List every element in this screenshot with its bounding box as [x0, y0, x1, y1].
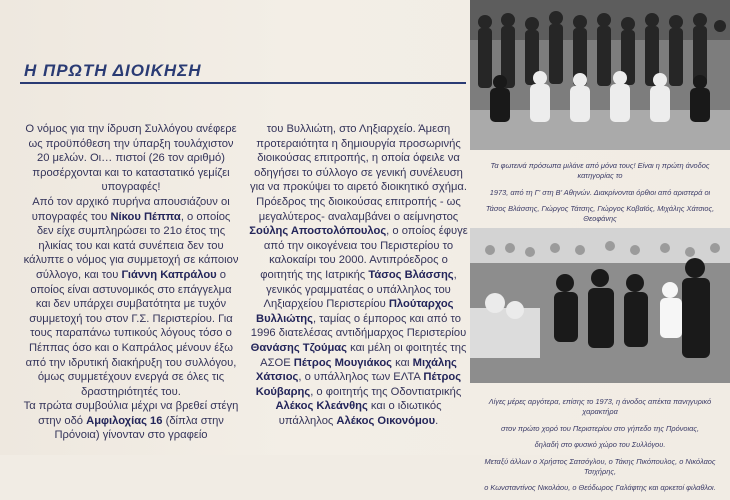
text-run: , γενικός γραμματέας ο υπάλληλος του Ληξιαρχείου Περιστερίου	[263, 268, 457, 311]
person-name: Πλούταρχος Βυλλιώτης	[256, 298, 454, 325]
caption-line: Λίγες μέρες αργότερα, επίσης το 1973, η άνοδος απέκτα πανηγυρικό χαρακτήρα	[488, 397, 712, 416]
text-run: , ο φοιτητής της Οδοντιατρικής	[310, 385, 462, 398]
person-name: Τάσος Βλάσσης	[368, 268, 454, 281]
text-run: , ο οποίος δεν είχε συμπληρώσει το 21ο έτος της ηλικίας του και κατά συνέπεια δεν του κάλυπτε ο νόμος για συμμετοχή σε κάποιον σύλλογο, και του	[23, 210, 239, 281]
text-column-right	[249, 122, 468, 428]
address: Αμφιλοχίας 16	[86, 414, 163, 427]
caption-line: Τάσος Βλάσσης, Γιώργος Τάτσης, Γιώργος Κοβαϊός, Μιχάλης Χάτσιος, Θεοφάνης	[485, 204, 715, 223]
text-run: Ο νόμος για την ίδρυση Συλλόγου ανέφερε ως προϋπόθεση την ύπαρξη τουλάχιστον 20 μελών. Οι… πιστοί (26 τον αριθμό) προσέρχονται και το καταστατικό γεμίζει υπογραφές!	[25, 123, 237, 194]
text-run: Πρόεδρος της διοικούσας επιτροπής - ως μεγαλύτερος- αναλαμβάνει ο αείμνηστος	[256, 195, 461, 223]
text-column-left	[22, 122, 240, 443]
text-run: ο οποίος είναι αστυνομικός στο επάγγελμα και δεν υπάρχει συμβατότητα με τυχόν συμμετοχή του στον Γ.Σ. Περιστερίου. Για τους παραπάνω τυπικούς λόγους τόσο ο Πέππας όσο και ο Καπράλος μένουν έξω από την ιδρυτική διακήρυξη του συλλόγου, όμως συμμετέχουν ενεργά σε όλες τις δραστηριότητές του.	[25, 268, 237, 398]
team-photo-graphic	[470, 0, 730, 150]
caption-line: στον πρώτο χορό του Περιστερίου στο γήπεδο της Πρόνοιας,	[501, 423, 699, 433]
text-run: και	[392, 356, 413, 369]
text-run: , ο οποίος έφυγε από την οικογένεια του Περιστερίου το καλοκαίρι του 2000. Αντιπρόεδρος ο φοιτητής της Ιατρικής	[260, 225, 468, 281]
person-name: Πέτρος Μουγιάκος	[293, 356, 392, 369]
caption-line: Τα φωτεινά πρόσωπα μιλάνε από μόνα τους! Είναι η πρώτη άνοδος κατηγορίας το	[490, 161, 710, 180]
caption-line: Μεταξύ άλλων ο Χρήστος Σατσόγλου, ο Τάκης Πικόπουλος, ο Νικόλαος Τσιχήρης,	[484, 457, 716, 476]
paragraph	[22, 122, 240, 195]
title-underline	[20, 82, 466, 84]
caption-line: ο Κωνσταντίνος Νικολάου, ο Θεόδωρος Γαλάφτης και αρκετοί φιλαθλοι.	[484, 483, 716, 493]
text-run: και μέλη οι φοιτητές της ΑΣΟΕ	[260, 341, 467, 369]
dance-photo-caption	[472, 390, 728, 500]
dance-photo-graphic	[470, 228, 730, 383]
team-photo	[470, 0, 730, 150]
person-name: Γιάννη Καπράλου	[121, 268, 217, 281]
section-title: Η ΠΡΩΤΗ ΔΙΟΙΚΗΣΗ	[24, 61, 202, 80]
paragraph	[22, 195, 240, 399]
paragraph	[249, 195, 468, 429]
text-run: και ο ιδιωτικός υπάλληλος	[278, 400, 442, 427]
person-name: Αλέκος Οικονόμου	[336, 414, 436, 427]
caption-line: 1973, από τη Γ' στη Β' Αθηνών. Διακρίνονται όρθιοι από αριστερά οι	[489, 187, 711, 197]
paragraph	[249, 122, 468, 195]
paragraph	[22, 399, 240, 443]
text-run: Από τον αρχικό πυρήνα απουσιάζουν οι υπογραφές του	[31, 195, 230, 223]
text-run: του Βυλλιώτη, στο Ληξιαρχείο. Άμεση προτεραιότητα η δημιουργία προσωρινής διοικούσας επιτροπής, η οποία όφειλε να οδηγήσει το σύλλογο σε γενική συνέλευση για να προκύψει το αιρετό διοικητικό σχήμα.	[250, 123, 467, 194]
text-run: , ταμίας ο έμπορος και από το 1996 διατελέσας αντιδήμαρχος Περιστερίου	[250, 312, 467, 340]
person-name: Πέτρος Κούβαρης	[255, 371, 462, 398]
person-name: Σούλης Αποστολόπουλος	[249, 225, 387, 238]
caption-line: δηλαδή στο φυσικό χώρο του Συλλόγου.	[534, 440, 666, 450]
text-run: .	[435, 414, 439, 427]
text-run: , ο υπάλληλος των ΕΛΤΑ	[298, 371, 424, 384]
person-name: Αλέκος Κλεάνθης	[275, 400, 368, 413]
text-run: (δίπλα στην Πρόνοια) γίνονταν στο γραφείο	[54, 414, 224, 442]
dance-photo	[470, 228, 730, 383]
person-name: Μιχάλης Χάτσιος	[255, 356, 457, 384]
text-run: Τα πρώτα συμβούλια μέχρι να βρεθεί στέγη στην οδό	[23, 400, 239, 427]
person-name: Νίκου Πέππα	[110, 210, 181, 223]
person-name: Θανάσης Τζούμας	[250, 341, 347, 354]
